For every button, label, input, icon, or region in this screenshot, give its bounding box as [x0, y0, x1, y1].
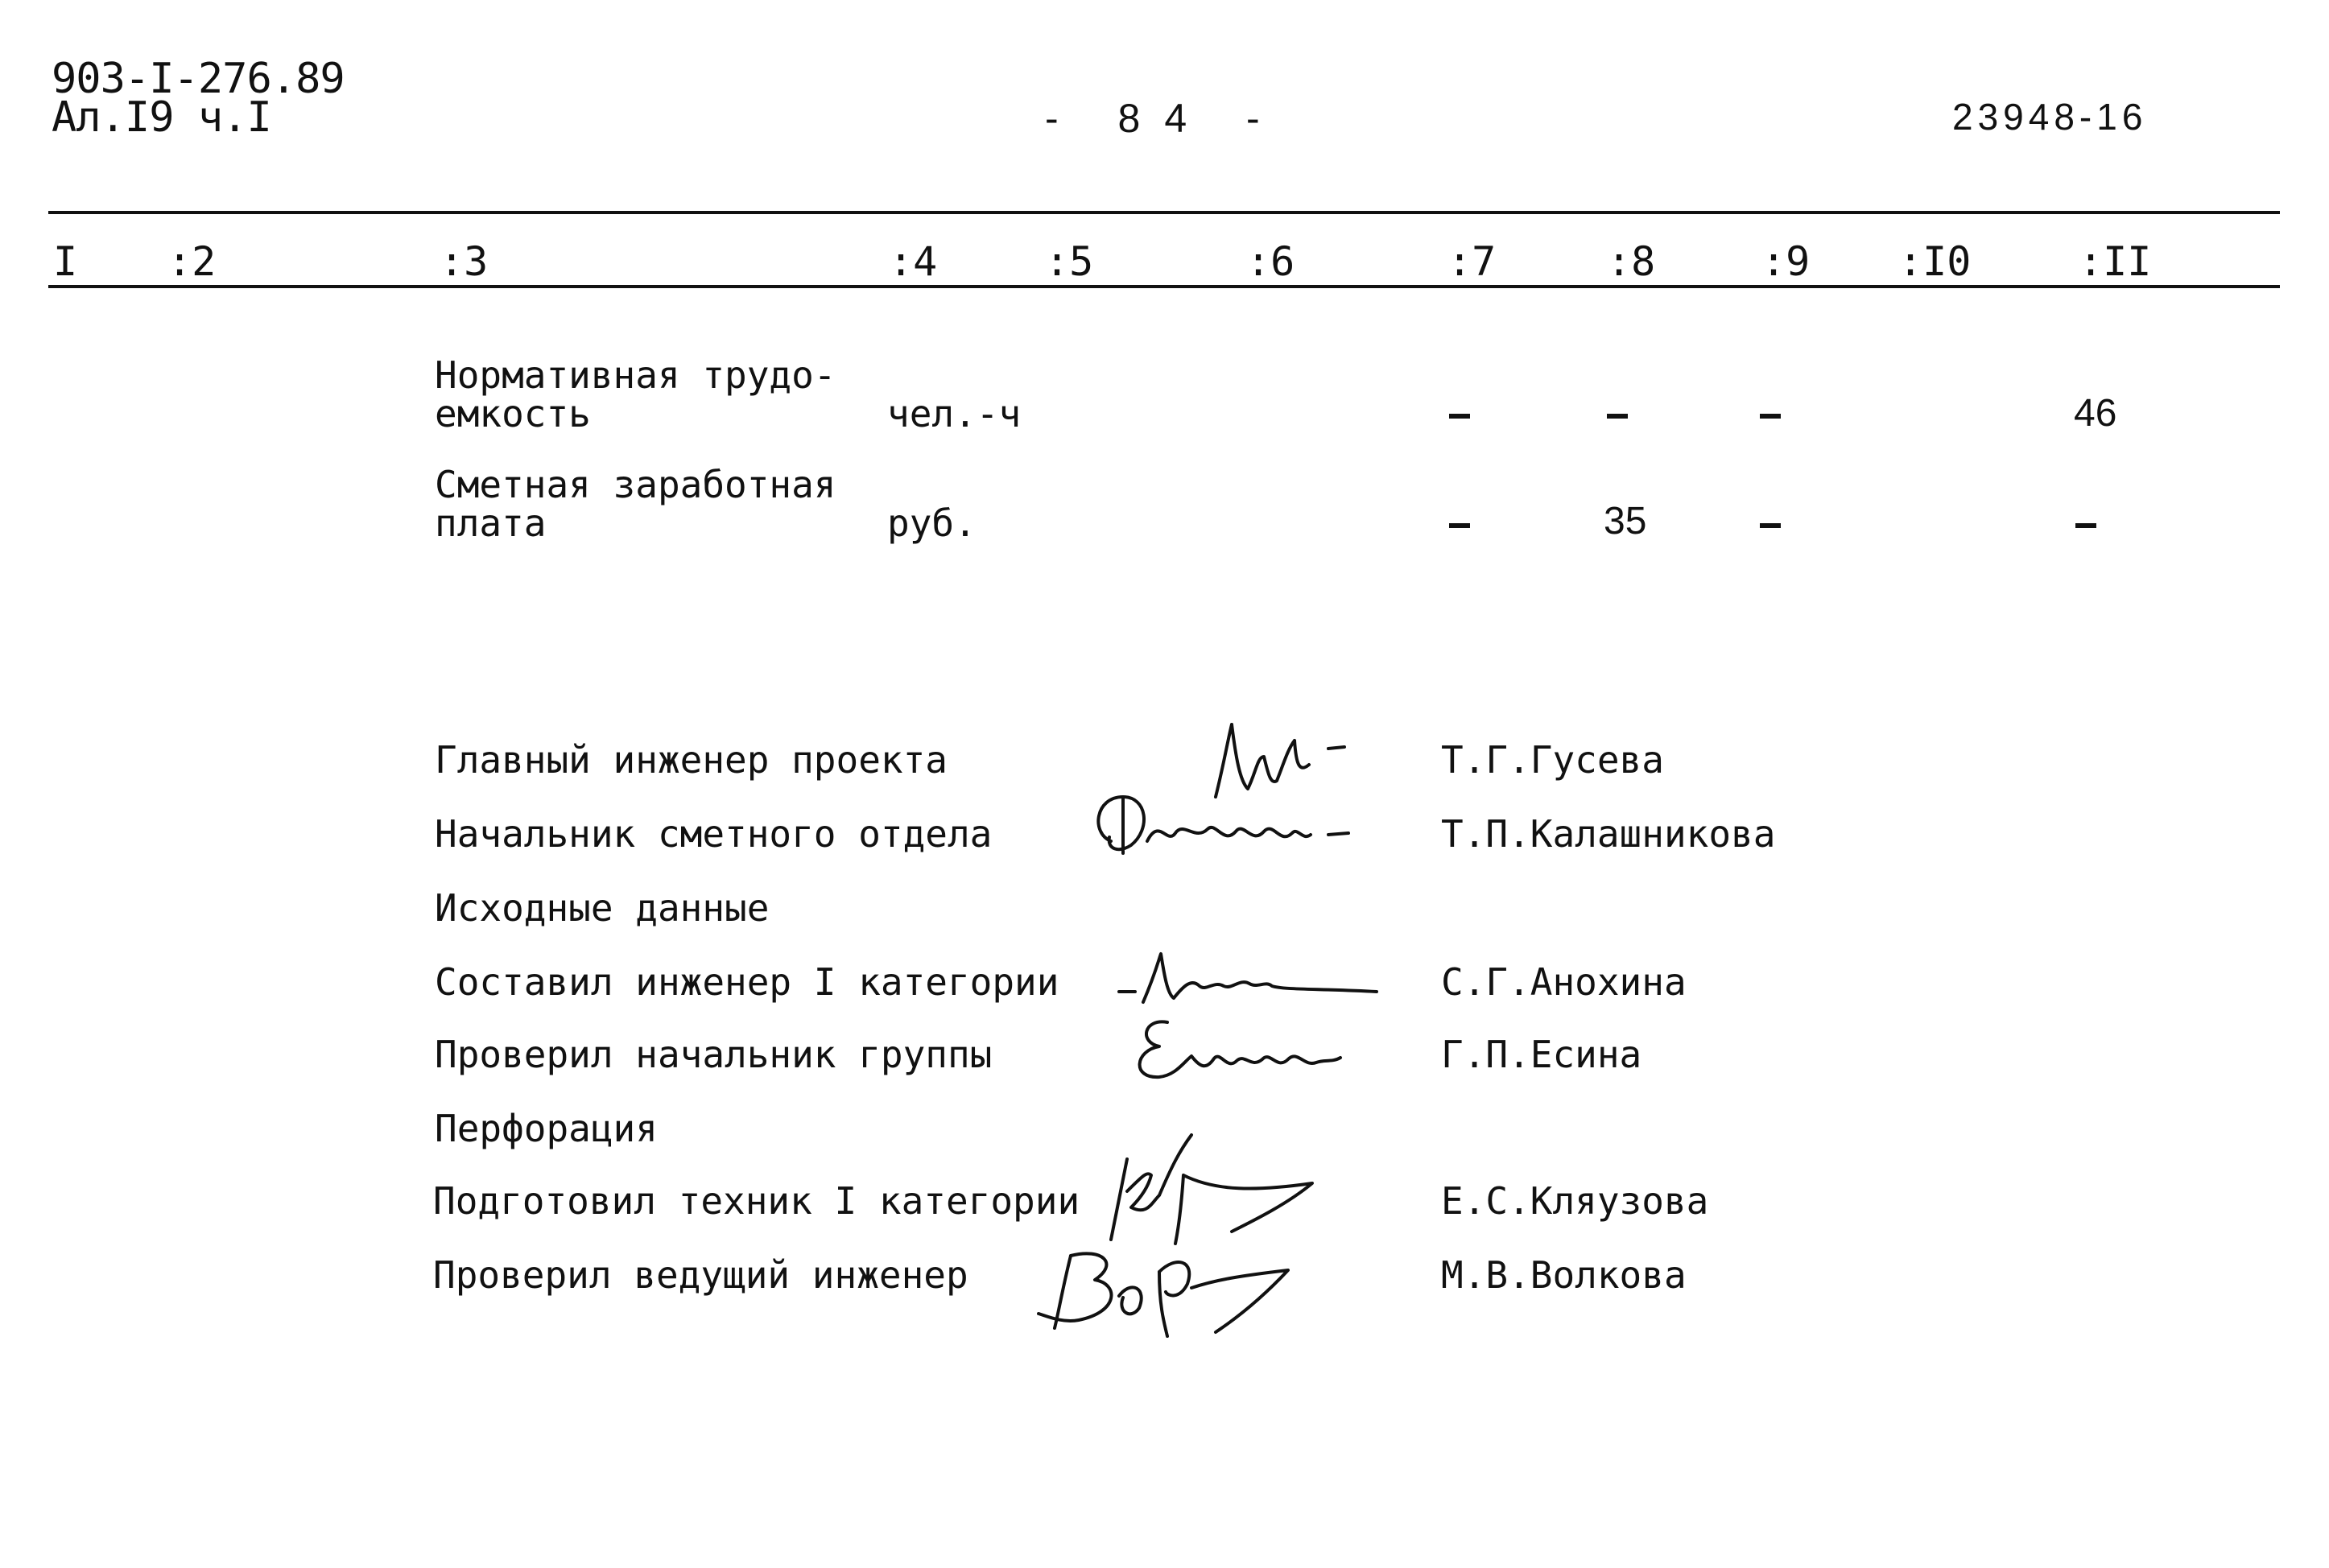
row1-name-line2: емкость: [435, 392, 591, 435]
row2-col11-dash: [2075, 523, 2096, 528]
column-header-6: :6: [1246, 238, 1295, 285]
document-code: 903-I-276.89: [52, 55, 345, 103]
row1-unit: чел.-ч: [887, 392, 1022, 435]
handwritten-signature-6: [1022, 1223, 1312, 1352]
page-number: - 84 -: [1045, 96, 1284, 141]
signature-name-chief-engineer: Т.Г.Гусева: [1441, 738, 1664, 782]
signature-name-prepared: Е.С.Кляузова: [1441, 1179, 1709, 1223]
column-header-9: :9: [1761, 238, 1811, 285]
column-header-3: :3: [440, 238, 489, 285]
column-header-4: :4: [889, 238, 938, 285]
row1-col9-dash: [1760, 414, 1781, 419]
row2-col8-value: 35: [1604, 500, 1647, 543]
signature-name-group-check: Г.П.Есина: [1441, 1033, 1642, 1076]
row1-col7-dash: [1449, 414, 1470, 419]
row2-col7-dash: [1449, 523, 1470, 528]
column-header-10: :I0: [1898, 238, 1972, 285]
row2-unit: руб.: [887, 501, 977, 545]
album-reference: Ал.I9 ч.I: [52, 93, 271, 142]
row1-name-line1: Нормативная трудо-: [435, 353, 836, 397]
column-header-11: :II: [2079, 238, 2152, 285]
signature-role-prepared: Подготовил техник I категории: [433, 1179, 1080, 1223]
column-header-2: :2: [167, 238, 217, 285]
inventory-stamp: 23948-16: [1952, 96, 2148, 138]
signature-role-lead-check: Проверил ведущий инженер: [433, 1253, 968, 1297]
section-source-data: Исходные данные: [435, 886, 770, 930]
table-header-rule: [48, 285, 2280, 288]
handwritten-signature-4: [1119, 1006, 1361, 1095]
signature-role-group-check: Проверил начальник группы: [435, 1033, 993, 1076]
handwritten-signature-3: [1111, 942, 1385, 1014]
row1-col11-value: 46: [2074, 392, 2117, 435]
signature-name-compiled: С.Г.Анохина: [1441, 960, 1687, 1004]
row2-name-line2: плата: [435, 501, 547, 545]
row2-name-line1: Сметная заработная: [435, 463, 836, 506]
signature-role-chief-engineer: Главный инженер проекта: [435, 738, 948, 782]
signature-role-compiled: Составил инженер I категории: [435, 960, 1059, 1004]
column-header-7: :7: [1447, 238, 1497, 285]
signature-name-estimate-head: Т.П.Калашникова: [1441, 812, 1776, 856]
row2-col9-dash: [1760, 523, 1781, 528]
handwritten-signature-2: [1087, 785, 1361, 873]
section-perforation: Перфорация: [435, 1107, 658, 1150]
table-top-rule: [48, 211, 2280, 214]
row1-col8-dash: [1607, 414, 1628, 419]
column-header-8: :8: [1607, 238, 1656, 285]
column-header-5: :5: [1045, 238, 1094, 285]
signature-role-estimate-head: Начальник сметного отдела: [435, 812, 993, 856]
signature-name-lead-check: М.В.Волкова: [1441, 1253, 1687, 1297]
column-header-1: I: [53, 238, 78, 285]
